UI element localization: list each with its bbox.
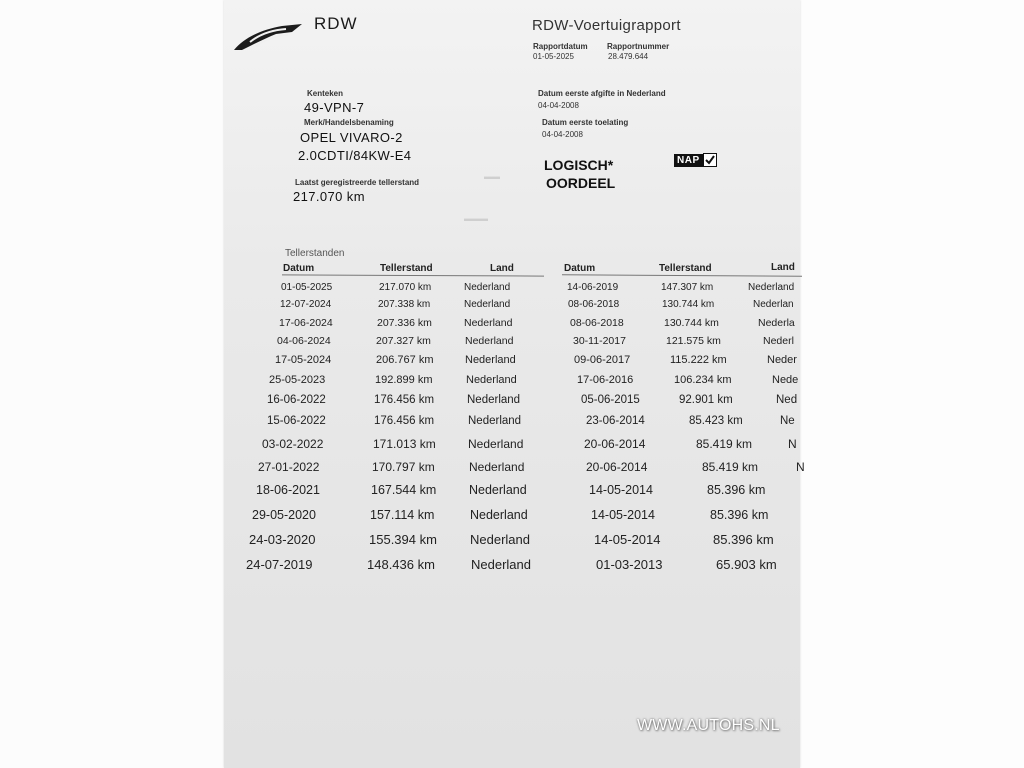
left-cell-country: Nederland (464, 299, 511, 310)
left-header-odometer: Tellerstand (380, 263, 433, 274)
left-cell-date: 24-03-2020 (249, 532, 316, 547)
report-title: RDW-Voertuigrapport (532, 17, 681, 34)
right-header-date: Datum (564, 263, 596, 274)
left-cell-odometer: 176.456 km (374, 394, 435, 406)
left-cell-odometer: 157.114 km (370, 508, 435, 522)
right-cell-odometer: 147.307 km (661, 282, 714, 293)
right-cell-country: N (788, 437, 797, 451)
left-cell-date: 17-05-2024 (275, 354, 332, 366)
right-cell-odometer: 85.396 km (713, 532, 774, 547)
make-label: Merk/Handelsbenaming (304, 118, 394, 127)
left-cell-date: 24-07-2019 (246, 557, 313, 572)
left-cell-country: Nederland (469, 460, 525, 474)
right-cell-odometer: 130.744 km (662, 299, 715, 310)
odometer-section-title: Tellerstanden (285, 248, 345, 259)
left-cell-date: 25-05-2023 (269, 374, 326, 386)
first-admission-value: 04-04-2008 (542, 130, 583, 139)
right-cell-country: Nederlan (753, 299, 794, 310)
right-cell-country: Nederla (758, 317, 795, 329)
right-cell-odometer: 85.419 km (696, 437, 753, 451)
left-cell-country: Nederland (465, 354, 516, 366)
report-number-value: 28.479.644 (608, 52, 649, 61)
plate-label: Kenteken (307, 89, 344, 98)
left-cell-date: 27-01-2022 (258, 460, 320, 474)
right-cell-date: 20-06-2014 (584, 437, 646, 451)
check-icon (703, 153, 717, 167)
report-date-value: 01-05-2025 (533, 52, 574, 61)
right-cell-odometer: 121.575 km (666, 335, 721, 347)
left-cell-odometer: 167.544 km (371, 483, 437, 497)
odometer-value: 217.070 km (293, 189, 365, 204)
left-cell-odometer: 171.013 km (373, 437, 436, 451)
verdict-line2: OORDEEL (546, 175, 616, 191)
first-nl-label: Datum eerste afgifte in Nederland (538, 89, 666, 98)
make-line2: 2.0CDTI/84KW-E4 (298, 148, 412, 163)
right-cell-date: 01-03-2013 (596, 557, 663, 572)
left-cell-country: Nederland (466, 374, 517, 386)
report-date-label: Rapportdatum (533, 42, 588, 51)
left-cell-date: 12-07-2024 (280, 299, 332, 310)
plate-value: 49-VPN-7 (304, 100, 365, 115)
left-cell-odometer: 207.336 km (377, 317, 432, 329)
right-cell-date: 08-06-2018 (568, 299, 620, 310)
rdw-report-paper (224, 0, 805, 768)
left-cell-odometer: 217.070 km (379, 282, 432, 293)
left-cell-country: Nederland (464, 317, 513, 329)
left-cell-date: 18-06-2021 (256, 483, 320, 497)
right-cell-date: 30-11-2017 (573, 335, 626, 347)
report-number-label: Rapportnummer (607, 42, 670, 51)
left-cell-country: Nederland (468, 415, 522, 427)
left-header-country: Land (490, 263, 514, 274)
left-cell-date: 04-06-2024 (277, 335, 331, 347)
faint-bleed-text: ▬▬ (484, 172, 500, 181)
right-cell-country: N (796, 460, 805, 474)
left-cell-odometer: 148.436 km (367, 557, 435, 572)
rdw-logo (232, 20, 304, 54)
left-cell-odometer: 192.899 km (375, 374, 433, 386)
right-header-odometer: Tellerstand (659, 263, 712, 274)
background-right (800, 0, 1024, 768)
left-cell-country: Nederland (470, 508, 528, 522)
right-cell-odometer: 115.222 km (670, 354, 727, 366)
right-cell-odometer: 130.744 km (664, 317, 719, 329)
right-cell-date: 20-06-2014 (586, 460, 648, 474)
right-cell-odometer: 85.419 km (702, 460, 759, 474)
nap-logo: NAP (674, 154, 703, 167)
right-cell-date: 08-06-2018 (570, 317, 624, 329)
background-left (0, 0, 224, 768)
left-cell-odometer: 176.456 km (374, 415, 435, 427)
first-admission-label: Datum eerste toelating (542, 118, 629, 127)
right-cell-country: Nederl (763, 335, 794, 347)
first-nl-value: 04-04-2008 (538, 101, 579, 110)
left-cell-date: 01-05-2025 (281, 282, 333, 293)
right-cell-date: 09-06-2017 (574, 354, 631, 366)
website-watermark: WWW.AUTOHS.NL (637, 717, 780, 734)
right-cell-odometer: 65.903 km (716, 557, 777, 572)
right-cell-country: Ned (776, 394, 798, 406)
left-cell-country: Nederland (464, 282, 511, 293)
rdw-org-name: RDW (314, 14, 358, 33)
left-cell-country: Nederland (471, 557, 531, 572)
right-cell-odometer: 85.396 km (707, 483, 766, 497)
right-cell-date: 05-06-2015 (581, 394, 640, 406)
left-cell-date: 15-06-2022 (267, 415, 326, 427)
left-header-date: Datum (283, 263, 315, 274)
left-cell-date: 03-02-2022 (262, 437, 324, 451)
left-cell-odometer: 207.338 km (378, 299, 431, 310)
left-cell-odometer: 207.327 km (376, 335, 431, 347)
right-cell-date: 14-05-2014 (594, 532, 661, 547)
left-cell-country: Nederland (470, 532, 530, 547)
right-cell-country: Nederland (748, 282, 795, 293)
right-header-country: Land (771, 262, 795, 273)
right-cell-date: 23-06-2014 (586, 415, 645, 427)
right-cell-country: Nede (772, 374, 799, 386)
right-cell-odometer: 85.423 km (689, 415, 743, 427)
left-cell-odometer: 155.394 km (369, 532, 437, 547)
left-header-rule (282, 274, 544, 276)
right-header-rule (562, 274, 802, 276)
left-cell-date: 17-06-2024 (279, 317, 333, 329)
right-cell-odometer: 92.901 km (679, 394, 733, 406)
left-cell-date: 29-05-2020 (252, 508, 316, 522)
left-cell-odometer: 170.797 km (372, 460, 435, 474)
left-cell-country: Nederland (467, 394, 521, 406)
left-cell-odometer: 206.767 km (376, 354, 434, 366)
right-cell-country: Neder (767, 354, 797, 366)
right-cell-odometer: 106.234 km (674, 374, 732, 386)
make-line1: OPEL VIVARO-2 (300, 130, 403, 145)
left-cell-country: Nederland (465, 335, 514, 347)
right-cell-country: Ne (780, 415, 795, 427)
left-cell-country: Nederland (468, 437, 524, 451)
right-cell-date: 14-05-2014 (589, 483, 653, 497)
right-cell-date: 14-05-2014 (591, 508, 655, 522)
right-cell-date: 17-06-2016 (577, 374, 634, 386)
odometer-label: Laatst geregistreerde tellerstand (295, 178, 420, 187)
right-cell-date: 14-06-2019 (567, 282, 619, 293)
left-cell-date: 16-06-2022 (267, 394, 326, 406)
right-cell-odometer: 85.396 km (710, 508, 769, 522)
faint-bleed-text-2: ▬▬▬ (464, 214, 488, 223)
verdict-line1: LOGISCH* (544, 157, 614, 173)
nap-badge (674, 153, 717, 167)
left-cell-country: Nederland (469, 483, 527, 497)
